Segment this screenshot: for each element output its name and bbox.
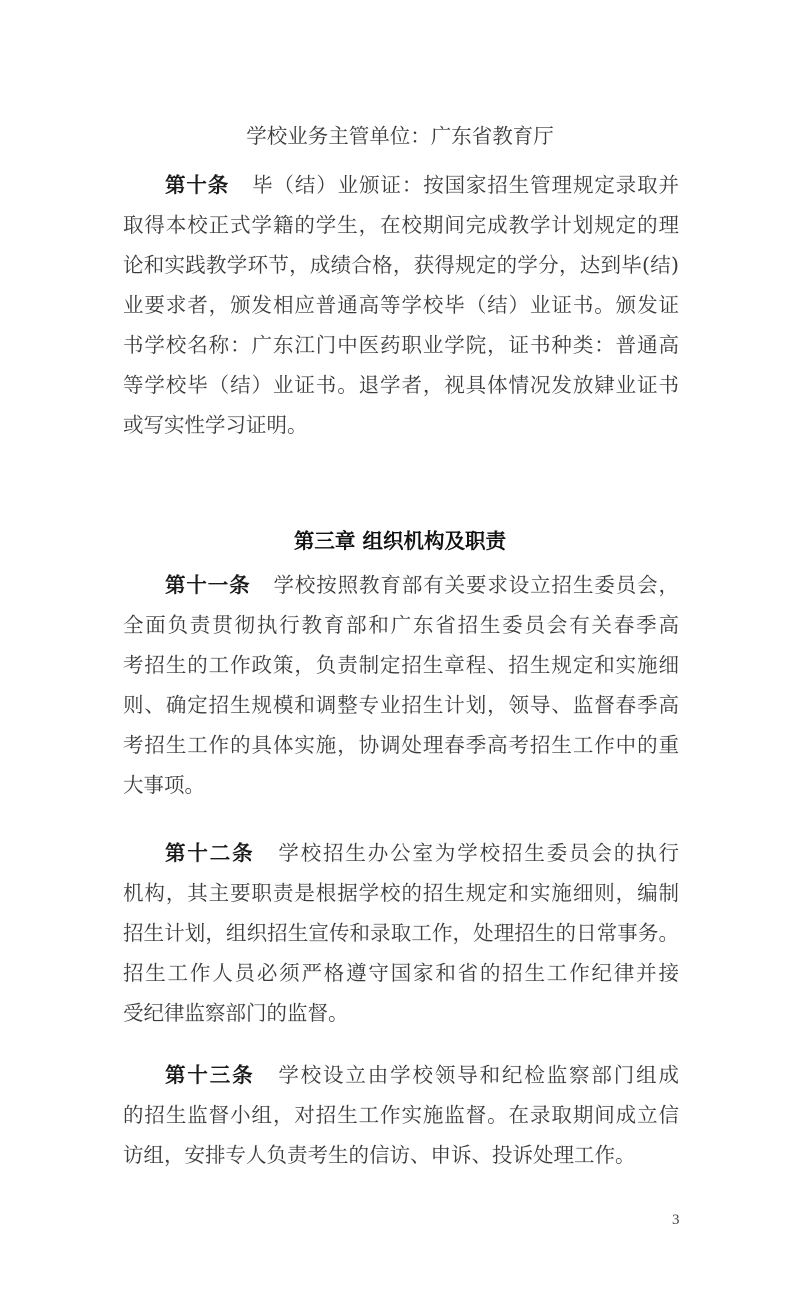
article-10-line: 取得本校正式学籍的学生，在校期间完成教学计划规定的理 — [123, 213, 679, 237]
article-12-line: 机构，其主要职责是根据学校的招生规定和实施细则，编制 — [123, 881, 679, 905]
article-10-line: 等学校毕（结）业证书。退学者，视具体情况发放肄业证书 — [123, 373, 679, 397]
article-10-first-line — [123, 172, 679, 198]
article-13-line: 的招生监督小组，对招生工作实施监督。在录取期间成立信 — [123, 1103, 679, 1127]
article-13-line: 访组，安排专人负责考生的信访、申诉、投诉处理工作。 — [123, 1143, 636, 1167]
article-11-line: 考招生工作的具体实施，协调处理春季高考招生工作中的重 — [123, 733, 679, 757]
article-11-line: 则、确定招生规模和调整专业招生计划，领导、监督春季高 — [123, 693, 679, 717]
article-11-first-line — [123, 572, 679, 598]
article-12-label: 第十二条 — [165, 841, 255, 865]
article-11-line: 考招生的工作政策，负责制定招生章程、招生规定和实施细 — [123, 653, 679, 677]
article-10-line: 或写实性学习证明。 — [123, 413, 308, 437]
article-10-line: 书学校名称：广东江门中医药职业学院，证书种类：普通高 — [123, 333, 679, 357]
page-number: 3 — [672, 1212, 680, 1228]
article-12-text: 学校招生办公室为学校招生委员会的执行 — [276, 841, 680, 865]
supervisor-line: 学校业务主管单位：广东省教育厅 — [246, 124, 554, 148]
article-12-line: 招生计划，组织招生宣传和录取工作，处理招生的日常事务。 — [123, 921, 679, 945]
article-11-line: 大事项。 — [123, 773, 205, 797]
article-11-line: 全面负责贯彻执行教育部和广东省招生委员会有关春季高 — [123, 613, 679, 637]
article-12-line: 受纪律监察部门的监督。 — [123, 1001, 349, 1025]
article-10-line: 业要求者，颁发相应普通高等学校毕（结）业证书。颁发证 — [123, 293, 679, 317]
article-10-line: 论和实践教学环节，成绩合格，获得规定的学分，达到毕(结) — [123, 253, 679, 277]
chapter-title: 第三章 组织机构及职责 — [293, 529, 507, 553]
article-13-label: 第十三条 — [165, 1063, 255, 1087]
article-10-text: 毕（结）业颁证：按国家招生管理规定录取并 — [251, 173, 680, 197]
article-11-label: 第十一条 — [165, 573, 251, 597]
article-12-first-line — [123, 840, 679, 866]
article-12-line: 招生工作人员必须严格遵守国家和省的招生工作纪律并接 — [123, 961, 679, 985]
article-13-first-line — [123, 1062, 679, 1088]
article-10-label: 第十条 — [165, 173, 230, 197]
article-11-text: 学校按照教育部有关要求设立招生委员会， — [272, 573, 680, 597]
article-13-text: 学校设立由学校领导和纪检监察部门组成 — [276, 1063, 680, 1087]
